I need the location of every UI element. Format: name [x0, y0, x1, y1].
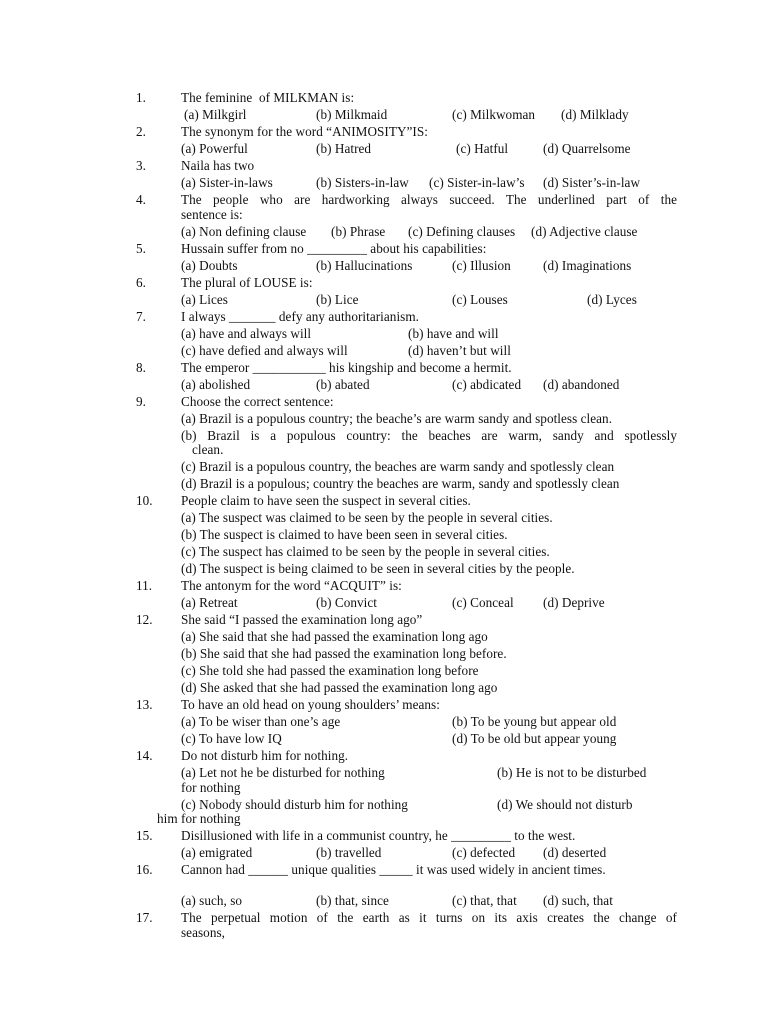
option-a: (a) Sister-in-laws — [181, 175, 273, 190]
question-number: 5. — [136, 241, 146, 256]
option-b-continued: clean. — [192, 442, 224, 457]
question-stem: To have an old head on young shoulders’ means: — [181, 697, 440, 712]
option-a: (a) abolished — [181, 377, 251, 392]
question-number: 8. — [136, 360, 146, 375]
question-stem: Disillusioned with life in a communist country, he _________ to the west. — [181, 828, 576, 843]
option-a: (a) To be wiser than one’s age — [181, 714, 341, 729]
option-c-continued: him for nothing — [157, 811, 241, 826]
question-number: 9. — [136, 394, 146, 409]
option-d: (d) Deprive — [543, 595, 605, 610]
option-d: (d) Milklady — [561, 107, 629, 122]
option-a: (a) emigrated — [181, 845, 253, 860]
question-stem: I always _______ defy any authoritarianism. — [181, 309, 419, 324]
option-b: (b) Lice — [316, 292, 359, 307]
option-b: (b) Milkmaid — [316, 107, 388, 122]
question-number: 16. — [136, 862, 153, 877]
option-c: (c) Louses — [452, 292, 508, 307]
question-number: 7. — [136, 309, 146, 324]
question-stem: People claim to have seen the suspect in several cities. — [181, 493, 471, 508]
option-c: (c) abdicated — [452, 377, 522, 392]
question-number: 3. — [136, 158, 146, 173]
option-d: (d) deserted — [543, 845, 607, 860]
option-a: (a) have and always will — [181, 326, 312, 341]
question-number: 12. — [136, 612, 153, 627]
question-number: 14. — [136, 748, 153, 763]
option-b: (b) Brazil is a populous country: the beaches are warm, sandy and spotlessly — [181, 428, 677, 443]
option-d: (d) We should not disturb — [497, 797, 633, 812]
option-c: (c) To have low IQ — [181, 731, 282, 746]
option-c: (c) Sister-in-law’s — [429, 175, 525, 190]
option-d: (d) Lyces — [587, 292, 637, 307]
question-number: 11. — [136, 578, 153, 593]
option-b: (b) Sisters-in-law — [316, 175, 409, 190]
option-b: (b) Phrase — [331, 224, 386, 239]
option-d: (d) She asked that she had passed the examination long ago — [181, 680, 498, 695]
question-stem: Choose the correct sentence: — [181, 394, 334, 409]
question-stem: The feminine of MILKMAN is: — [181, 90, 355, 105]
option-c: (c) Conceal — [452, 595, 514, 610]
question-stem: The emperor ___________ his kingship and become a hermit. — [181, 360, 512, 375]
option-b: (b) abated — [316, 377, 370, 392]
question-stem: Cannon had ______ unique qualities _____ it was used widely in ancient times. — [181, 862, 606, 877]
question-number: 2. — [136, 124, 146, 139]
option-b: (b) have and will — [408, 326, 499, 341]
option-c: (c) Hatful — [456, 141, 509, 156]
question-number: 13. — [136, 697, 153, 712]
option-a: (a) Doubts — [181, 258, 238, 273]
option-c: (c) Nobody should disturb him for nothing — [181, 797, 408, 812]
option-a: (a) such, so — [181, 893, 243, 908]
question-stem-continued: sentence is: — [181, 207, 243, 222]
option-c: (c) Milkwoman — [452, 107, 536, 122]
option-b: (b) travelled — [316, 845, 382, 860]
option-a: (a) Retreat — [181, 595, 238, 610]
option-d: (d) Imaginations — [543, 258, 632, 273]
option-a: (a) Let not he be disturbed for nothing — [181, 765, 385, 780]
option-d: (d) Quarrelsome — [543, 141, 631, 156]
question-stem: Do not disturb him for nothing. — [181, 748, 349, 763]
question-number: 17. — [136, 910, 153, 925]
option-a: (a) Lices — [181, 292, 228, 307]
question-number: 10. — [136, 493, 153, 508]
option-a: (a) Milkgirl — [184, 107, 247, 122]
option-c: (c) that, that — [452, 893, 517, 908]
option-d: (d) such, that — [543, 893, 613, 908]
question-stem: The people who are hardworking always succeed. The underlined part of the — [181, 192, 677, 207]
option-b: (b) To be young but appear old — [452, 714, 617, 729]
question-stem: She said “I passed the examination long ago” — [181, 612, 423, 627]
option-b: (b) Hatred — [316, 141, 372, 156]
option-b: (b) The suspect is claimed to have been seen in several cities. — [181, 527, 508, 542]
option-d: (d) To be old but appear young — [452, 731, 617, 746]
option-b: (b) Hallucinations — [316, 258, 413, 273]
option-b: (b) He is not to be disturbed — [497, 765, 647, 780]
option-b: (b) She said that she had passed the examination long before. — [181, 646, 507, 661]
option-a: (a) She said that she had passed the examination long ago — [181, 629, 488, 644]
option-a: (a) Brazil is a populous country; the beache’s are warm sandy and spotless clean. — [181, 411, 613, 426]
question-stem: The synonym for the word “ANIMOSITY”IS: — [181, 124, 428, 139]
question-number: 1. — [136, 90, 146, 105]
question-number: 4. — [136, 192, 146, 207]
option-d: (d) Adjective clause — [531, 224, 638, 239]
option-c: (c) defected — [452, 845, 516, 860]
question-stem: The perpetual motion of the earth as it turns on its axis creates the change of — [181, 910, 677, 925]
option-c: (c) Brazil is a populous country, the beaches are warm sandy and spotlessly clean — [181, 459, 615, 474]
option-a: (a) The suspect was claimed to be seen by the people in several cities. — [181, 510, 553, 525]
option-c: (c) She told she had passed the examination long before — [181, 663, 479, 678]
option-c: (c) Defining clauses — [408, 224, 516, 239]
option-d: (d) haven’t but will — [408, 343, 511, 358]
option-c: (c) have defied and always will — [181, 343, 348, 358]
option-d: (d) Brazil is a populous; country the beaches are warm, sandy and spotlessly clean — [181, 476, 620, 491]
option-c: (c) The suspect has claimed to be seen by the people in several cities. — [181, 544, 550, 559]
option-c: (c) Illusion — [452, 258, 511, 273]
question-number: 15. — [136, 828, 153, 843]
option-a: (a) Powerful — [181, 141, 248, 156]
option-b: (b) Convict — [316, 595, 377, 610]
question-stem: The antonym for the word “ACQUIT” is: — [181, 578, 402, 593]
option-a: (a) Non defining clause — [181, 224, 307, 239]
option-d: (d) Sister’s-in-law — [543, 175, 641, 190]
option-b: (b) that, since — [316, 893, 389, 908]
option-a-continued: for nothing — [181, 780, 241, 795]
option-d: (d) abandoned — [543, 377, 620, 392]
question-stem: Naila has two — [181, 158, 255, 173]
question-stem: The plural of LOUSE is: — [181, 275, 313, 290]
question-stem: Hussain suffer from no _________ about his capabilities: — [181, 241, 487, 256]
question-stem-continued: seasons, — [181, 925, 225, 940]
question-number: 6. — [136, 275, 146, 290]
option-d: (d) The suspect is being claimed to be seen in several cities by the people. — [181, 561, 575, 576]
